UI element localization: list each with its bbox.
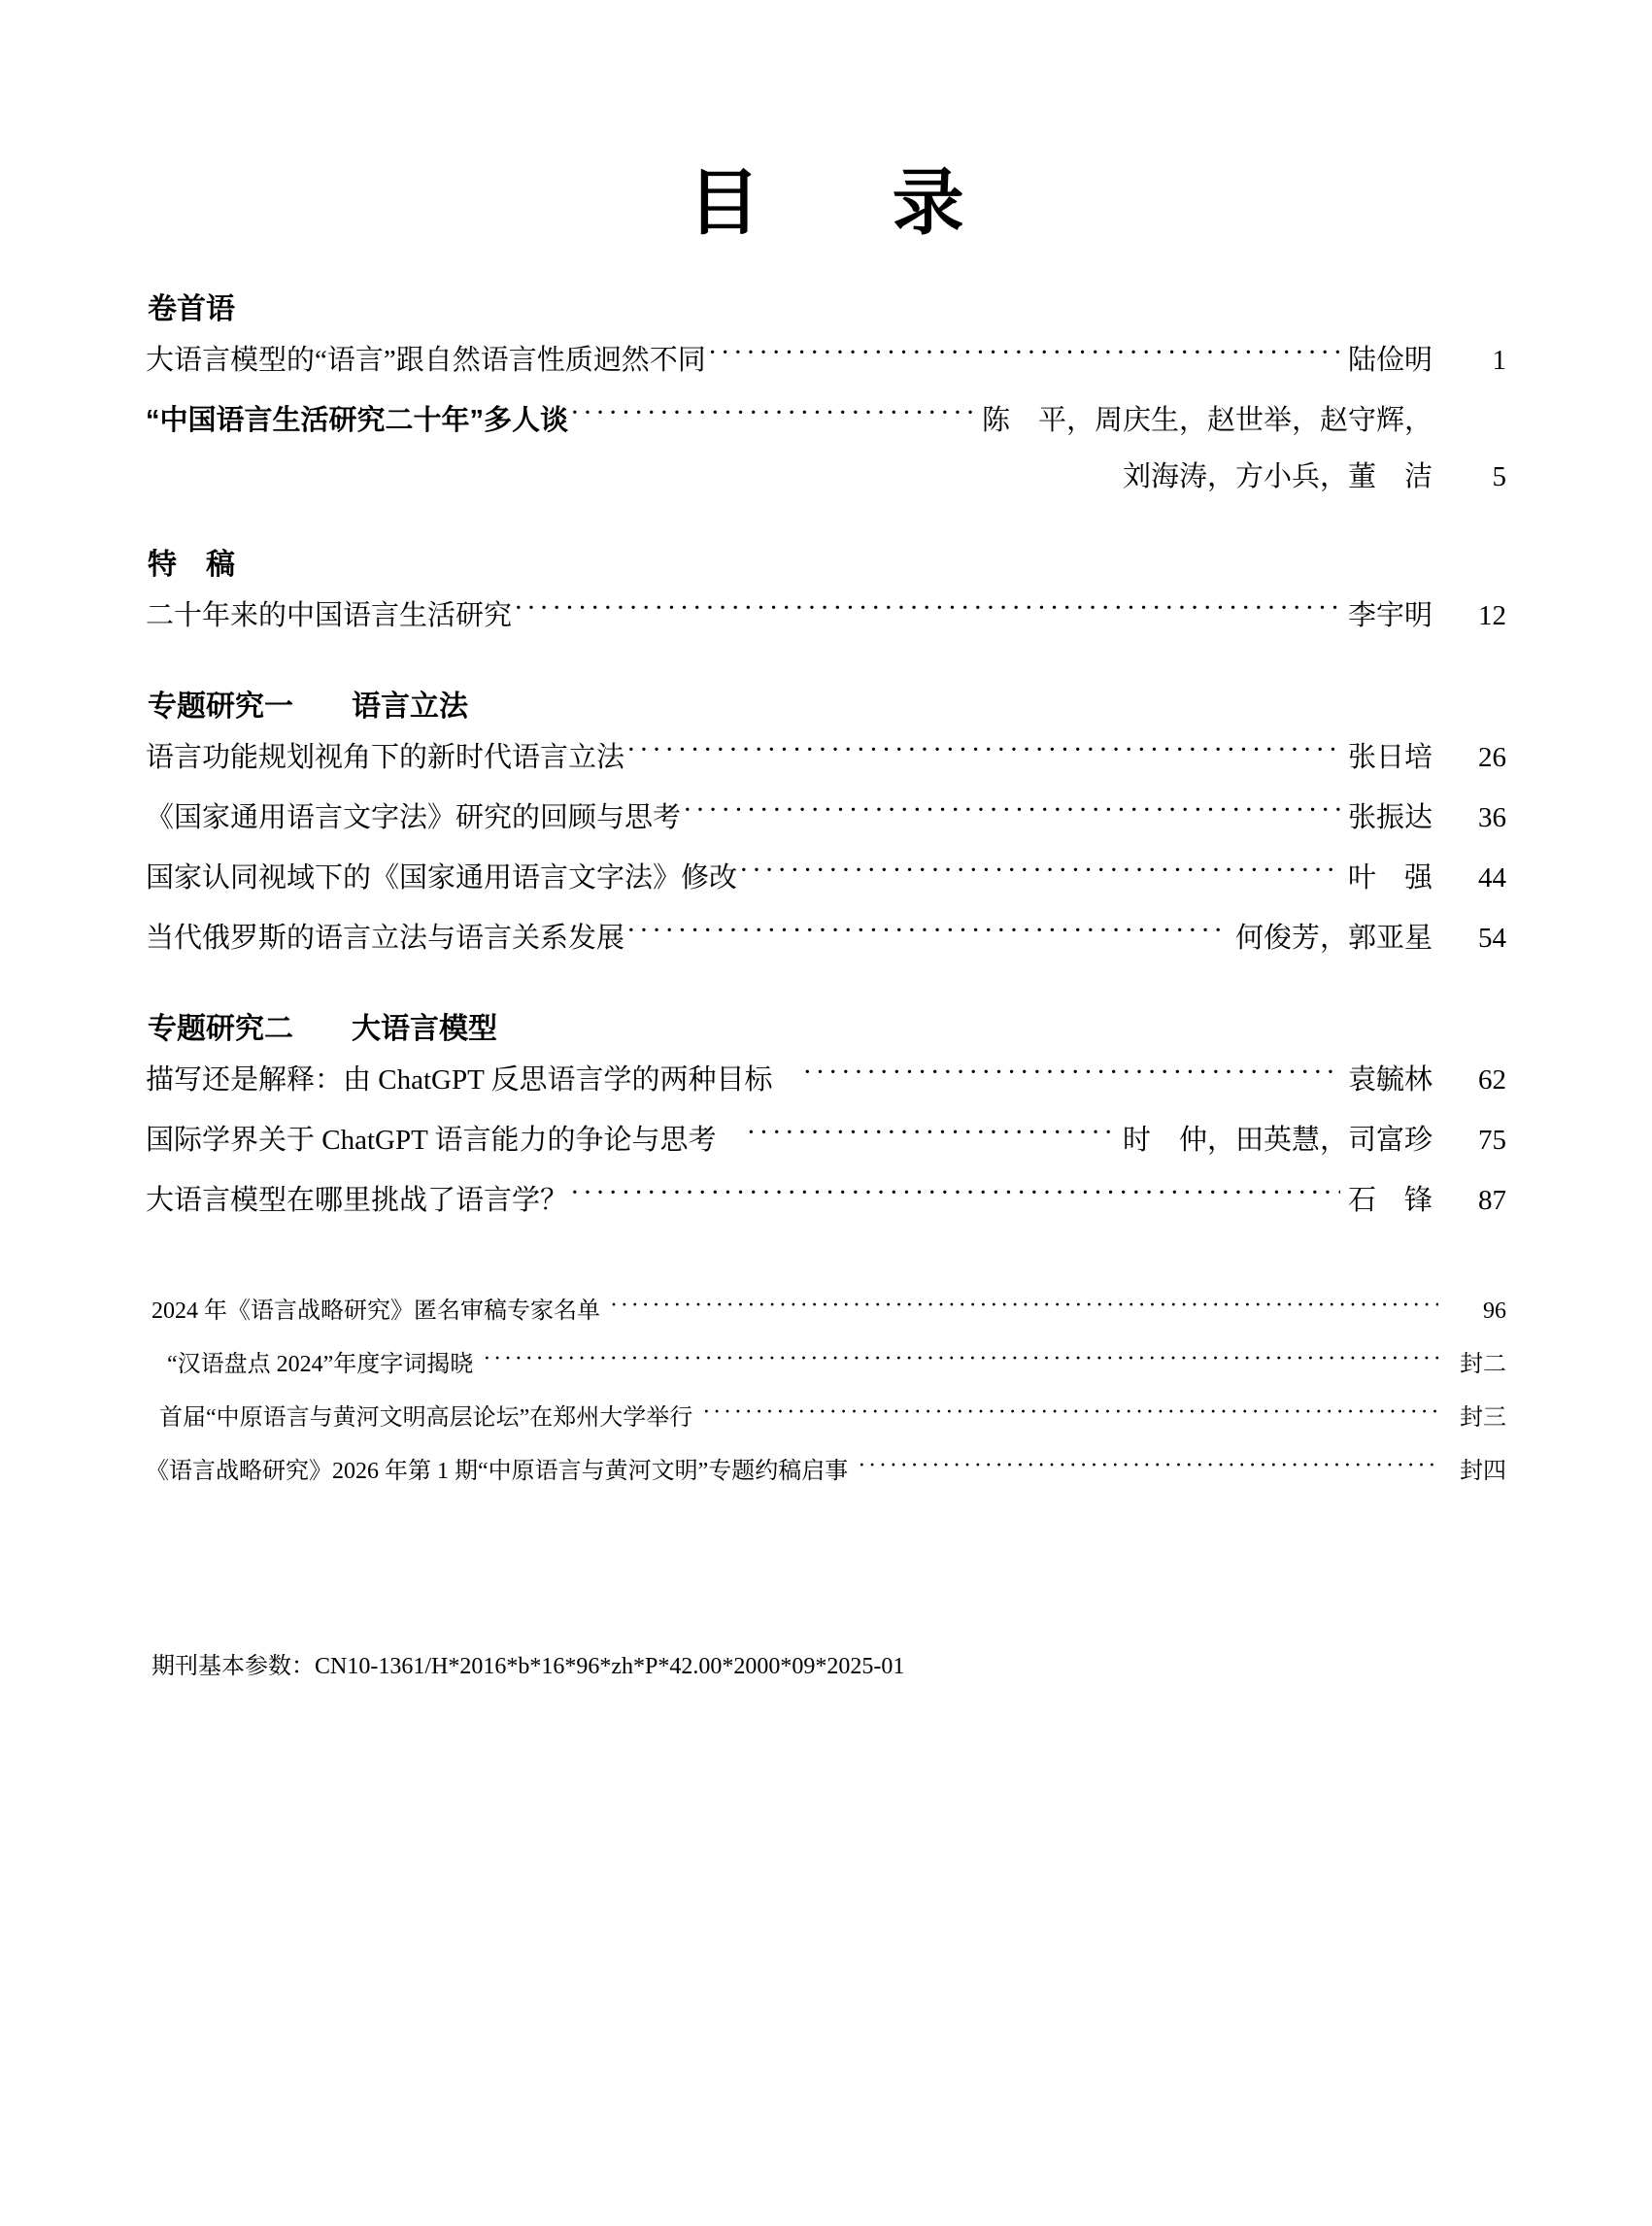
- dot-leader: [708, 341, 1340, 369]
- section-heading: 特 稿: [148, 549, 235, 582]
- toc-entry-title: 大语言模型在哪里挑战了语言学？: [146, 1185, 569, 1217]
- toc-entry-title: “中国语言生活研究二十年”多人谈: [146, 405, 569, 437]
- toc-entry-page: 44: [1478, 862, 1506, 894]
- toc-entry-title: 国家认同视域下的《国家通用语言文字法》修改: [146, 862, 738, 894]
- toc-entry-authors: 袁毓林: [1347, 1064, 1433, 1096]
- dot-leader: [683, 798, 1340, 826]
- toc-entry-page: 1: [1492, 345, 1506, 377]
- toc-entry-page: 87: [1478, 1185, 1506, 1217]
- toc-entry-authors-line2: 刘海涛，方小兵，董 洁: [1122, 461, 1433, 493]
- toc-entry[interactable]: [146, 905, 1506, 965]
- toc-entry-page: 54: [1478, 923, 1506, 955]
- toc-entry-title: 大语言模型的“语言”跟自然语言性质迥然不同: [146, 345, 706, 377]
- journal-parameters: 期刊基本参数：CN10-1361/H*2016*b*16*96*zh*P*42.00*2000*09*2025-01: [152, 1654, 905, 1680]
- section-heading: 专题研究二 大语言模型: [148, 1013, 497, 1046]
- toc-entry-title: 描写还是解释：由 ChatGPT 反思语言学的两种目标: [146, 1064, 801, 1096]
- toc-entry-authors: 何俊芳，郭亚星: [1234, 923, 1433, 955]
- dot-leader: [483, 1348, 1438, 1371]
- toc-entry[interactable]: [146, 725, 1506, 785]
- section-spacer: [146, 965, 1506, 1012]
- toc-entry-authors: 李宇明: [1347, 600, 1433, 632]
- toc-entry-page: 75: [1478, 1125, 1506, 1157]
- toc-entry[interactable]: [146, 845, 1506, 905]
- toc-entry-title: 国际学界关于 ChatGPT 语言能力的争论与思考: [146, 1125, 745, 1157]
- toc-entry-authors: 叶 强: [1347, 862, 1433, 894]
- toc-entry-authors: 张日培: [1347, 742, 1433, 774]
- notice-page: 封四: [1460, 1459, 1506, 1485]
- toc-entry[interactable]: [146, 583, 1506, 643]
- notice-entry[interactable]: [146, 1335, 1506, 1389]
- section-heading: 专题研究一 语言立法: [148, 691, 468, 724]
- toc-entry-title: 二十年来的中国语言生活研究: [146, 600, 513, 632]
- notice-title: “汉语盘点 2024”年度字词揭晓: [167, 1352, 474, 1378]
- toc-entry-page: 62: [1478, 1064, 1506, 1096]
- page-title: 目 录: [688, 164, 995, 244]
- dot-leader: [570, 401, 974, 429]
- dot-leader: [747, 1121, 1115, 1149]
- dot-leader: [803, 1061, 1340, 1089]
- section-spacer: [146, 643, 1506, 690]
- dot-leader: [858, 1455, 1438, 1478]
- toc-entry-authors: 时 仲，田英慧，司富珍: [1122, 1125, 1433, 1157]
- toc-entry[interactable]: [146, 327, 1506, 388]
- dot-leader: [739, 859, 1340, 887]
- toc-entry-page: 36: [1478, 802, 1506, 834]
- notice-title: 《语言战略研究》2026 年第 1 期“中原语言与黄河文明”专题约稿启事: [146, 1459, 849, 1485]
- toc-entry[interactable]: [146, 785, 1506, 845]
- toc-entry-title: 《国家通用语言文字法》研究的回顾与思考: [146, 802, 682, 834]
- section-spacer: [146, 246, 1506, 292]
- dot-leader: [610, 1295, 1438, 1318]
- notice-entry[interactable]: [146, 1442, 1506, 1496]
- notice-title: 2024 年《语言战略研究》匿名审稿专家名单: [152, 1298, 600, 1325]
- dot-leader: [626, 919, 1228, 947]
- notice-page: 封三: [1460, 1405, 1506, 1432]
- toc-entry[interactable]: [146, 388, 1506, 448]
- dot-leader: [514, 596, 1340, 624]
- toc-entry-title: 语言功能规划视角下的新时代语言立法: [146, 742, 625, 774]
- notice-title: 首届“中原语言与黄河文明高层论坛”在郑州大学举行: [159, 1405, 693, 1432]
- notice-page: 封二: [1460, 1352, 1506, 1378]
- notice-page: 96: [1483, 1298, 1506, 1325]
- toc-entry-title: 当代俄罗斯的语言立法与语言关系发展: [146, 923, 625, 955]
- toc-entry-authors: 张振达: [1347, 802, 1433, 834]
- section-spacer: [146, 501, 1506, 548]
- toc-entry-page: 12: [1478, 600, 1506, 632]
- toc-entry-authors: 陆俭明: [1347, 345, 1433, 377]
- toc-entry-authors: 陈 平，周庆生，赵世举，赵守辉，: [981, 405, 1433, 437]
- toc-entry[interactable]: [146, 1107, 1506, 1167]
- notice-entry[interactable]: [146, 1389, 1506, 1442]
- toc-entry-page: 26: [1478, 742, 1506, 774]
- dot-leader: [626, 738, 1340, 766]
- toc-entry-page: 5: [1492, 461, 1506, 493]
- toc-entry-authors: 石 锋: [1347, 1185, 1433, 1217]
- toc-sections: [146, 246, 1506, 1228]
- toc-entry-authors-continuation: [146, 448, 1506, 501]
- dot-leader: [702, 1401, 1438, 1425]
- notice-list: [146, 1228, 1506, 1496]
- section-heading: 卷首语: [148, 293, 235, 326]
- dot-leader: [570, 1181, 1340, 1209]
- notice-entry[interactable]: [146, 1282, 1506, 1335]
- toc-entry[interactable]: [146, 1047, 1506, 1107]
- toc-entry[interactable]: [146, 1167, 1506, 1228]
